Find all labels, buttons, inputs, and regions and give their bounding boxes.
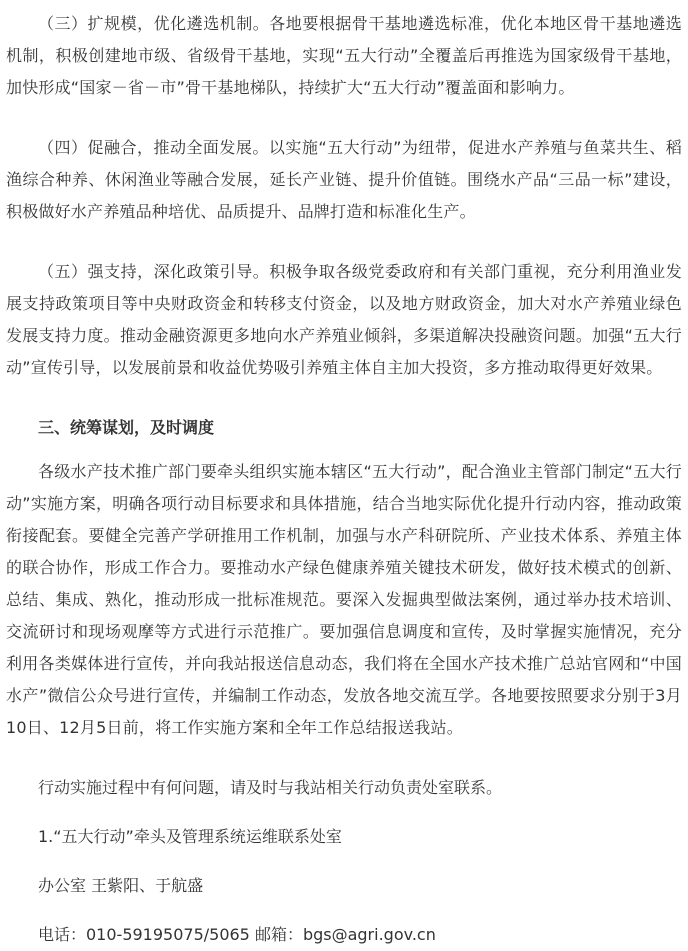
contact-item: 1.“五大行动”牵头及管理系统运维联系处室 xyxy=(38,827,342,846)
paragraph-expand-scale: （三）扩规模，优化遴选机制。各地要根据骨干基地遴选标准，优化本地区骨干基地遴选机制，积极创建地市级、省级骨干基地，实现“五大行动”全覆盖后再推选为国家级骨干基地，加快形成“国家－省－市”骨干基地梯队，持续扩大“五大行动”覆盖面和影响力。 xyxy=(6,14,682,97)
contact-phone-email: 电话：010-59195075/5065 邮箱：bgs@agri.gov.cn xyxy=(38,925,436,944)
contact-intro: 行动实施过程中有何问题，请及时与我站相关行动负责处室联系。 xyxy=(38,778,503,797)
paragraph-strengthen-support: （五）强支持，深化政策引导。积极争取各级党委政府和有关部门重视，充分利用渔业发展支持政策项目等中央财政资金和转移支付资金，以及地方财政资金，加大对水产养殖业绿色发展支持力度。推动金融资源更多地向水产养殖业倾斜，多渠道解决投融资问题。加强“五大行动”宣传引导，以发展前景和收益优势吸引养殖主体自主加大投资，多方推动取得更好效果。 xyxy=(6,262,682,377)
contact-office: 办公室 王紫阳、于航盛 xyxy=(38,876,204,895)
paragraph-promote-integration: （四）促融合，推动全面发展。以实施“五大行动”为纽带，促进水产养殖与鱼菜共生、稻渔综合种养、休闲渔业等融合发展，延长产业链、提升价值链。围绕水产品“三品一标”建设，积极做好水产养殖品种培优、品质提升、品牌打造和标准化生产。 xyxy=(6,138,682,221)
paragraph-coordination: 各级水产技术推广部门要牵头组织实施本辖区“五大行动”，配合渔业主管部门制定“五大行动”实施方案，明确各项行动目标要求和具体措施，结合当地实际优化提升行动内容，推动政策衔接配套。要健全完善产学研推用工作机制，加强与水产科研院所、产业技术体系、养殖主体的联合协作，形成工作合力。要推动水产绿色健康养殖关键技术研发，做好技术模式的创新、总结、集成、熟化，推动形成一批标准规范。要深入发掘典型做法案例，通过举办技术培训、交流研讨和现场观摩等方式进行示范推广。要加强信息调度和宣传，及时掌握实施情况，充分利用各类媒体进行宣传，并向我站报送信息动态，我们将在全国水产技术推广总站官网和“中国水产”微信公众号进行宣传，并编制工作动态，发放各地交流互学。各地要按照要求分别于3月10日、12月5日前，将工作实施方案和全年工作总结报送我站。 xyxy=(6,462,682,737)
section-heading: 三、统筹谋划，及时调度 xyxy=(38,418,215,437)
